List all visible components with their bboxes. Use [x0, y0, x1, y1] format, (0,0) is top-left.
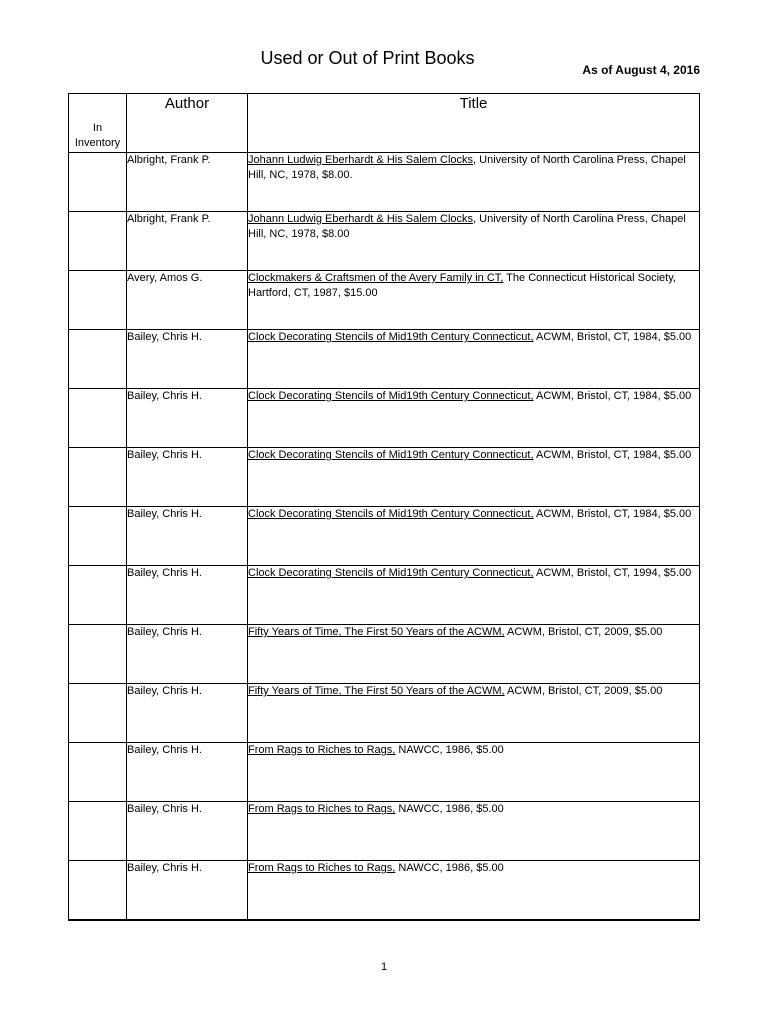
book-details: ACWM, Bristol, CT, 2009, $5.00 — [504, 685, 663, 697]
table-row — [69, 448, 700, 507]
book-title: Johann Ludwig Eberhardt & His Salem Clocks — [248, 213, 474, 225]
book-details: ACWM, Bristol, CT, 1984, $5.00 — [533, 390, 692, 402]
books-table — [68, 93, 700, 921]
book-details: NAWCC, 1986, $5.00 — [395, 862, 504, 874]
title-cell — [248, 507, 700, 566]
title-cell — [248, 625, 700, 684]
book-details: NAWCC, 1986, $5.00 — [395, 803, 504, 815]
book-title: From Rags to Riches to Rags, — [248, 803, 396, 815]
author-cell: Albright, Frank P. — [127, 212, 248, 271]
inventory-cell — [69, 389, 127, 448]
page-title: Used or Out of Print Books — [260, 48, 475, 68]
title-cell — [248, 743, 700, 802]
title-cell — [248, 566, 700, 625]
title-cell — [248, 212, 700, 271]
author-cell: Bailey, Chris H. — [127, 625, 248, 684]
book-title: Clock Decorating Stencils of Mid19th Century Connecticut, — [248, 508, 534, 520]
book-details: ACWM, Bristol, CT, 1994, $5.00 — [533, 567, 692, 579]
book-details: ACWM, Bristol, CT, 1984, $5.00 — [533, 331, 692, 343]
book-details: ACWM, Bristol, CT, 1984, $5.00 — [533, 508, 692, 520]
table-row — [69, 153, 700, 212]
inventory-cell — [69, 566, 127, 625]
table-row — [69, 212, 700, 271]
book-details: ACWM, Bristol, CT, 1984, $5.00 — [533, 449, 692, 461]
title-cell — [248, 684, 700, 743]
book-title: Fifty Years of Time, The First 50 Years of the ACWM, — [248, 626, 505, 638]
title-cell — [248, 448, 700, 507]
book-details: The Connecticut Historical Society, Hartford, CT, 1987, $15.00 — [248, 272, 676, 299]
book-title: Fifty Years of Time, The First 50 Years of the ACWM, — [248, 685, 505, 697]
book-details: ACWM, Bristol, CT, 2009, $5.00 — [504, 626, 663, 638]
author-cell: Bailey, Chris H. — [127, 448, 248, 507]
author-cell: Bailey, Chris H. — [127, 743, 248, 802]
title-cell — [248, 271, 700, 330]
book-title: Johann Ludwig Eberhardt & His Salem Clocks — [248, 154, 474, 166]
title-cell — [248, 153, 700, 212]
inventory-cell — [69, 625, 127, 684]
table-row — [69, 861, 700, 920]
author-cell: Bailey, Chris H. — [127, 566, 248, 625]
inventory-cell — [69, 330, 127, 389]
title-cell — [248, 389, 700, 448]
author-cell: Albright, Frank P. — [127, 153, 248, 212]
book-title: Clock Decorating Stencils of Mid19th Century Connecticut, — [248, 390, 534, 402]
table-header-row — [69, 94, 700, 153]
inventory-cell — [69, 448, 127, 507]
column-header-inventory: In Inventory — [69, 94, 127, 153]
table-row — [69, 684, 700, 743]
book-details: , University of North Carolina Press, Chapel Hill, NC, 1978, $8.00 — [248, 213, 686, 240]
as-of-date: As of August 4, 2016 — [582, 63, 700, 77]
author-cell: Bailey, Chris H. — [127, 330, 248, 389]
book-title: Clock Decorating Stencils of Mid19th Century Connecticut, — [248, 331, 534, 343]
inventory-cell — [69, 861, 127, 920]
author-cell: Bailey, Chris H. — [127, 802, 248, 861]
table-row — [69, 566, 700, 625]
table-row — [69, 507, 700, 566]
book-title: Clock Decorating Stencils of Mid19th Century Connecticut, — [248, 567, 534, 579]
inventory-cell — [69, 743, 127, 802]
table-row — [69, 625, 700, 684]
inventory-cell — [69, 271, 127, 330]
inventory-cell — [69, 802, 127, 861]
book-title: Clock Decorating Stencils of Mid19th Century Connecticut, — [248, 449, 534, 461]
column-header-author: Author — [127, 94, 248, 153]
inventory-cell — [69, 684, 127, 743]
table-row — [69, 330, 700, 389]
column-header-title: Title — [248, 94, 700, 153]
author-cell: Bailey, Chris H. — [127, 684, 248, 743]
inventory-cell — [69, 153, 127, 212]
author-cell: Bailey, Chris H. — [127, 507, 248, 566]
inventory-cell — [69, 507, 127, 566]
page-number: 1 — [380, 961, 388, 973]
book-details: , University of North Carolina Press, Chapel Hill, NC, 1978, $8.00. — [248, 154, 686, 181]
book-title: From Rags to Riches to Rags, — [248, 744, 396, 756]
title-cell — [248, 330, 700, 389]
table-row — [69, 389, 700, 448]
book-title: Clockmakers & Craftsmen of the Avery Family in CT, — [248, 272, 504, 284]
author-cell: Bailey, Chris H. — [127, 861, 248, 920]
title-cell — [248, 802, 700, 861]
inventory-cell — [69, 212, 127, 271]
author-cell: Avery, Amos G. — [127, 271, 248, 330]
table-row — [69, 802, 700, 861]
book-details: NAWCC, 1986, $5.00 — [395, 744, 504, 756]
author-cell: Bailey, Chris H. — [127, 389, 248, 448]
table-row — [69, 743, 700, 802]
book-title: From Rags to Riches to Rags, — [248, 862, 396, 874]
title-cell — [248, 861, 700, 920]
table-row — [69, 271, 700, 330]
